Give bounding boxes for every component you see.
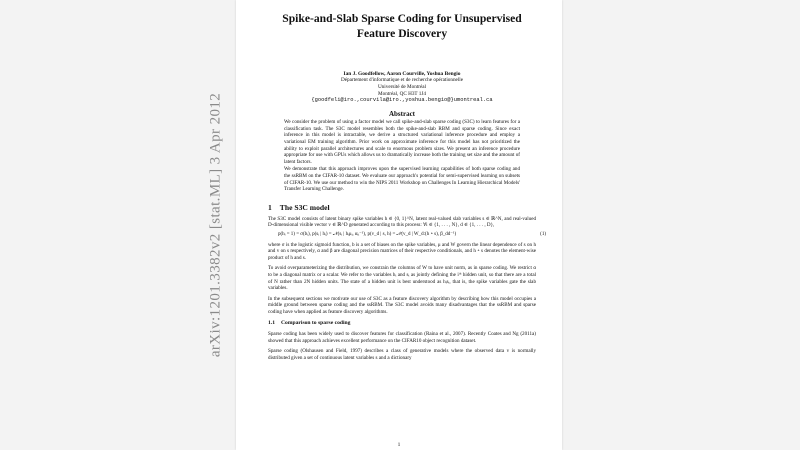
author-emails: {goodfeli@iro.,courvila@iro.,yoshua.bengio@}umontreal.ca: [311, 97, 493, 104]
subsection-number: 1.1: [268, 320, 275, 327]
equation-text: p(hᵢ = 1) = σ(bᵢ), p(sᵢ | hᵢ) = 𝒩(sᵢ | hᵢμᵢ, αᵢᵢ⁻¹), p(v_d | s, h) = 𝒩(v_d | W_d:(h ∘ s), β_dd⁻¹): [278, 231, 457, 237]
subsection-title-text: Comparison to sparse coding: [281, 320, 351, 327]
equation-number: (1): [540, 231, 546, 237]
arxiv-identifier-text: arXiv:1201.3382v2 [stat.ML] 3 Apr 2012: [207, 92, 224, 358]
page-number: 1: [397, 442, 401, 448]
body-paragraph: To avoid overparameterizing the distribution, we constrain the columns of W to have unit norm, as in sparse coding. We restrict α to be a diagonal matrix or a scalar. We refer to the variables hᵢ and sᵢ as jointly defining the iᵗʰ hidden unit, so that there are a total of N rather than 2N hidden units. The state of a hidden unit is best understood as hᵢsᵢ, that is, the spike variables gate the slab variables.: [268, 265, 536, 292]
body-paragraph: The S3C model consists of latent binary spike variables h ∈ {0, 1}^N, latent real-valued slab variables s ∈ ℝ^N, and real-valued D-dimensional visible vector v ∈ ℝ^D generated according to this process: ∀i ∈ {1, . . . , N}, d ∈ {1, . . . , D},: [268, 215, 536, 229]
section-number: 1: [268, 202, 272, 212]
abstract-body: [284, 119, 520, 193]
body-paragraph: Sparse coding has been widely used to discover features for classification (Raina et al., 2007). Recently Coates and Ng (2011a) showed that this approach achieves excellent performance on the CIFAR10 object recognition dataset.: [268, 331, 536, 344]
affiliation-line: Montréal, QC H3T 1J4: [377, 90, 427, 97]
paper-title: Spike-and-Slab Sparse Coding for Unsupervised Feature Discovery: [282, 12, 522, 40]
abstract-paragraph: We consider the problem of using a factor model we call spike-and-slab sparse coding (S3C) to learn features for a classification task. The S3C model resembles both the spike-and-slab RBM and sparse coding. Since exact inference in this model is intractable, we derive a structured variational inference procedure and employ a variational EM training algorithm. Prior work on approximate inference for this model has not prioritized the ability to exploit parallel architectures and scale to enormous problem sizes. We present an inference procedure appropriate for use with GPUs which allows us to dramatically increase both the training set size and the amount of latent factors.: [284, 119, 520, 165]
body-paragraph: In the subsequent sections we motivate our use of S3C as a feature discovery algorithm by describing how this model occupies a middle ground between sparse coding and the ssRBM. The S3C model avoids many disadvantages that the ssRBM and sparse coding have when applied as feature discovery algorithms.: [268, 295, 536, 315]
body-paragraph: where σ is the logistic sigmoid function, b is a set of biases on the spike variables, μ and W govern the linear dependence of s on h and v on s respectively, α and β are diagonal precision matrices of their respective conditionals, and h ∘ s denotes the element-wise product of h and s.: [268, 241, 536, 261]
affiliation-line: Université de Montréal: [377, 84, 427, 90]
section-heading: [268, 203, 536, 212]
affiliation-line: Département d'informatique et de recherche opérationnelle: [340, 77, 464, 84]
abstract-heading: Abstract: [388, 110, 416, 119]
section-title-text: The S3C model: [279, 202, 330, 212]
subsection-heading: [268, 320, 536, 327]
author-list: Ian J. Goodfellow, Aaron Courville, Yoshua Bengio: [343, 71, 461, 77]
pdf-page: [236, 0, 562, 450]
abstract-paragraph: We demonstrate that this approach improves upon the supervised learning capabilities of both sparse coding and the ssRBM on the CIFAR-10 dataset. We evaluate our approach's potential for semi-supervised learning on subsets of CIFAR-10. We use our method to win the NIPS 2011 Workshop on Challenges In Learning Hierarchical Models' Transfer Learning Challenge.: [284, 166, 520, 193]
equation: [278, 231, 546, 238]
body-paragraph: Sparse coding (Olshausen and Field, 1997) describes a class of generative models where the observed data v is normally distributed given a set of continuous latent variables s and a dictionary: [268, 348, 536, 361]
page-content: [268, 6, 546, 361]
